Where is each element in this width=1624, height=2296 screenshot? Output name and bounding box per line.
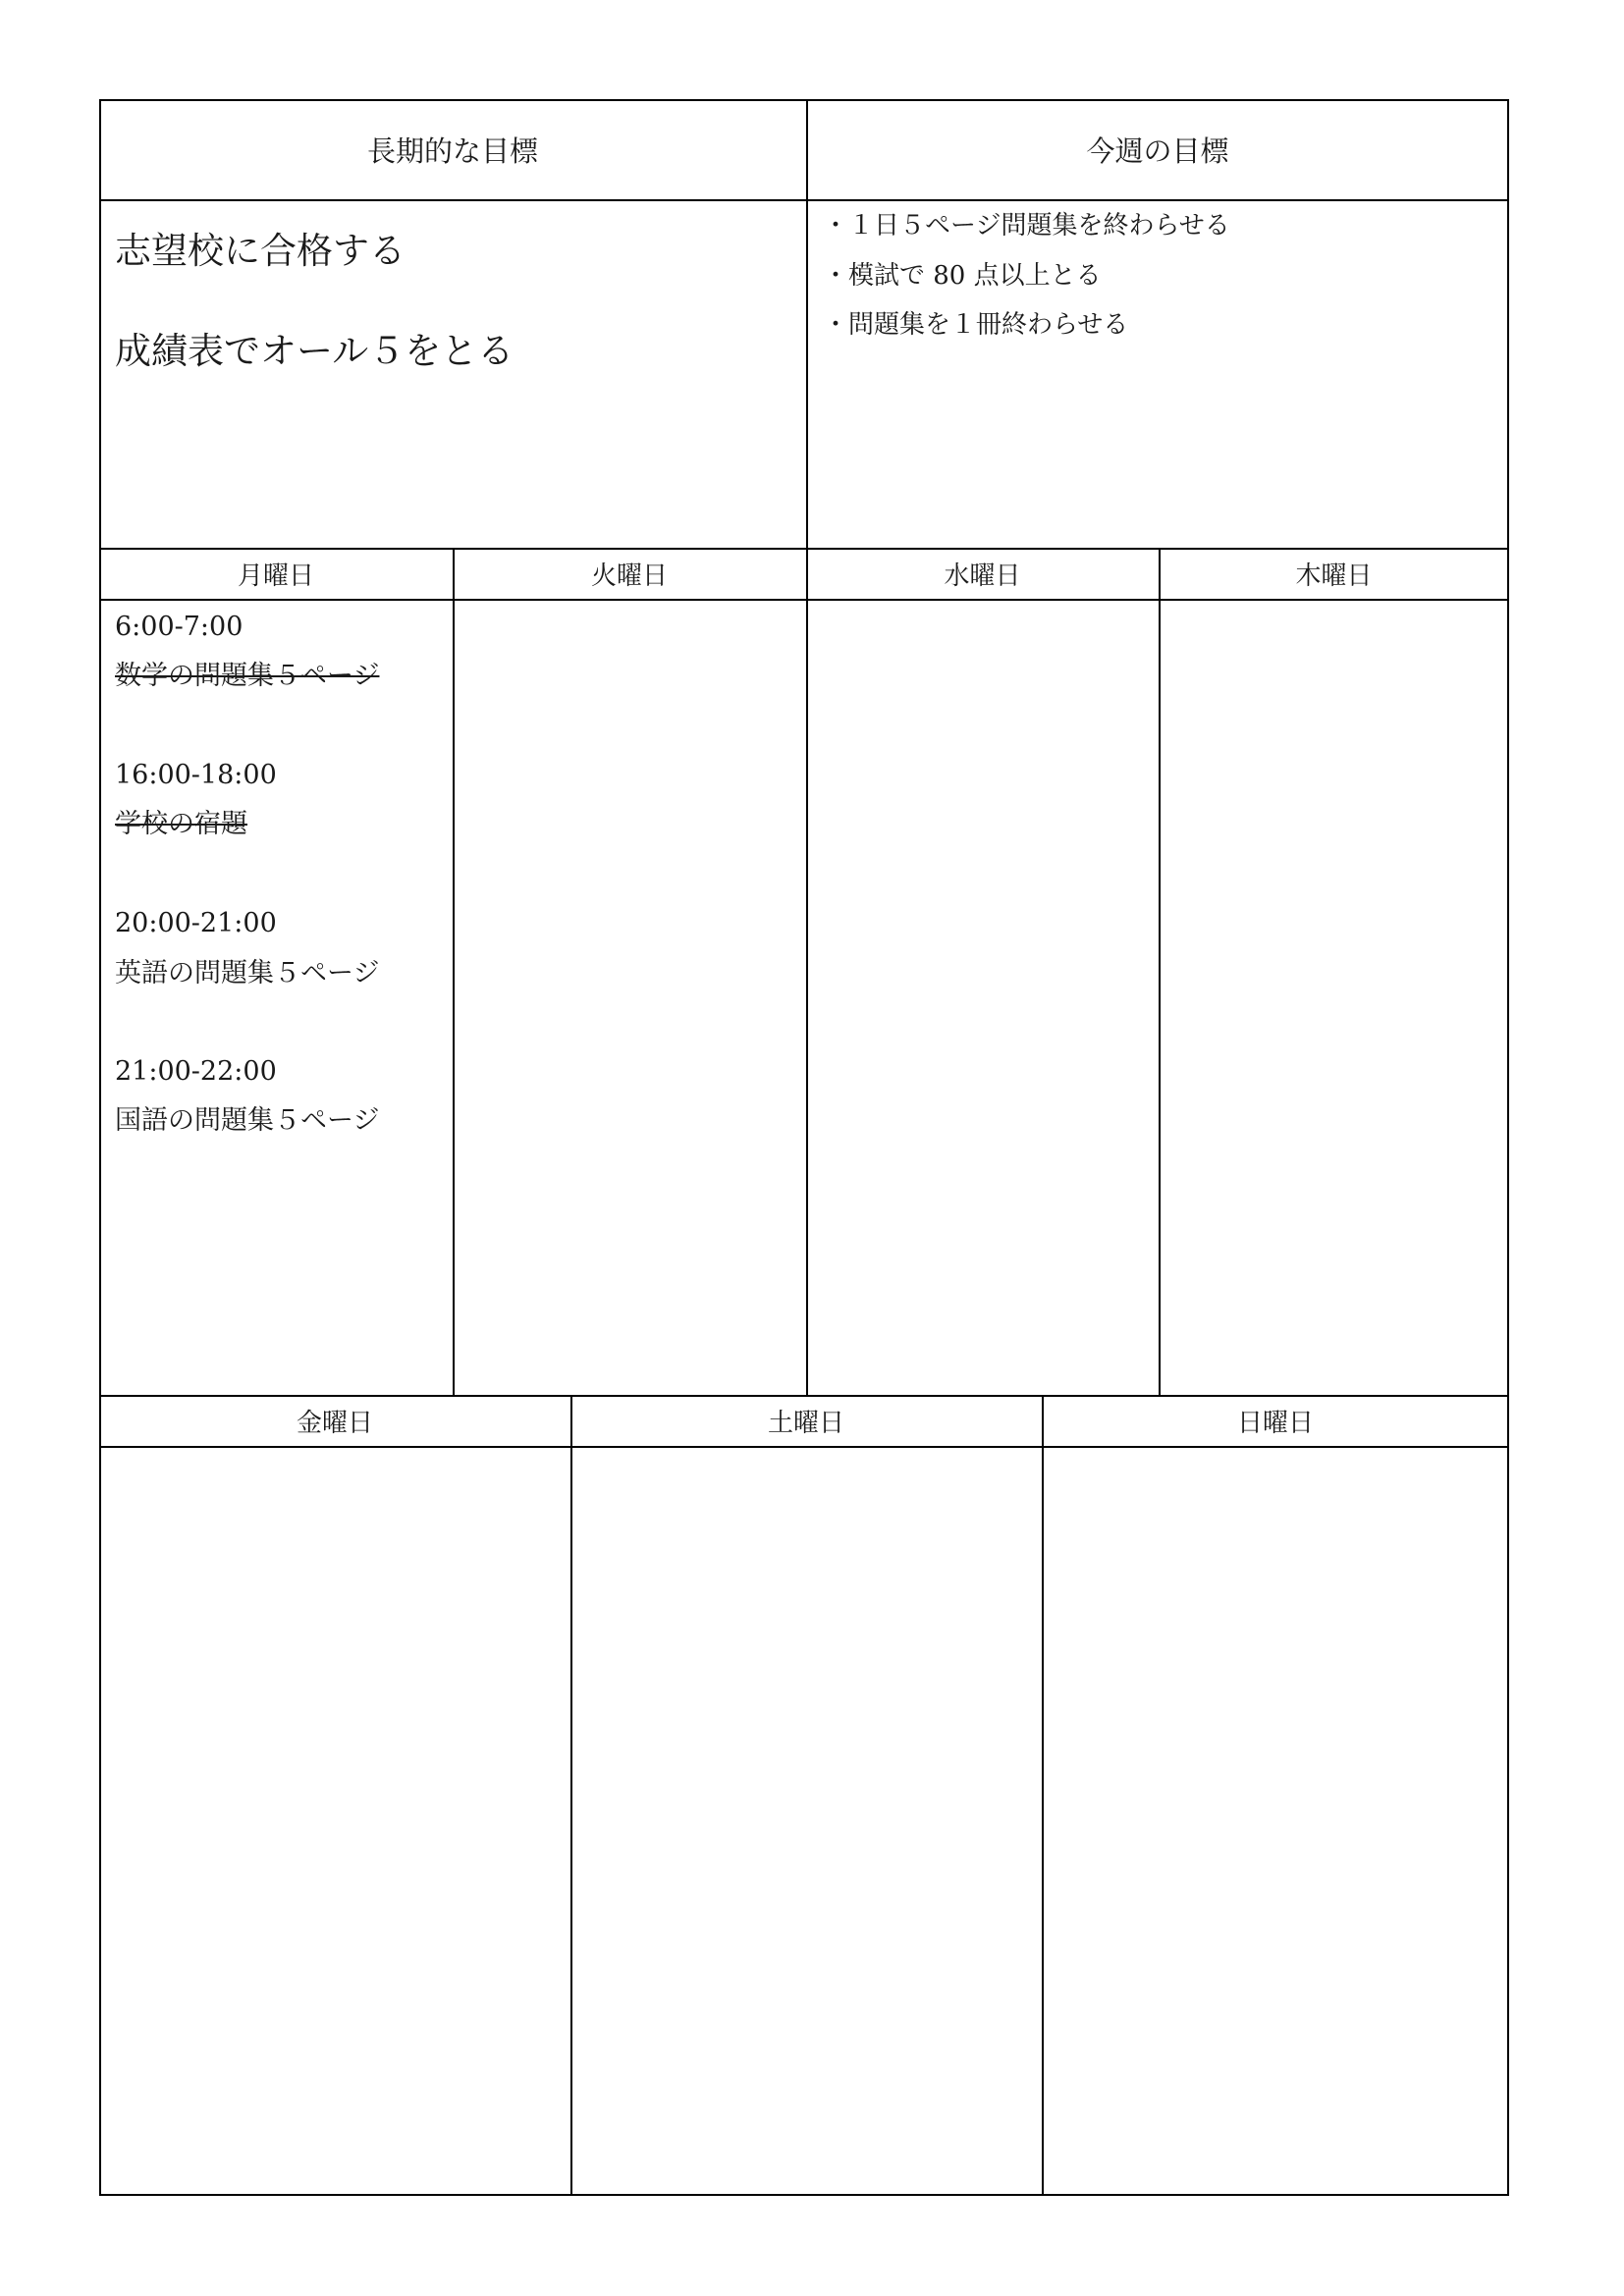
day-body-wednesday[interactable] bbox=[808, 601, 1157, 1394]
day-body-sunday[interactable] bbox=[1044, 1448, 1507, 2194]
day-body-tuesday[interactable] bbox=[455, 601, 804, 1394]
schedule-task: 学校の宿題 bbox=[115, 809, 247, 839]
day-header-wednesday: 水曜日 bbox=[944, 561, 1021, 591]
day-header-tuesday: 火曜日 bbox=[590, 561, 668, 591]
long-term-goal-header: 長期的な目標 bbox=[366, 133, 538, 168]
schedule-time: 21:00-22:00 bbox=[115, 1056, 277, 1087]
weekly-goal-header: 今週の目標 bbox=[1086, 133, 1229, 168]
schedule-time: 20:00-21:00 bbox=[115, 908, 277, 938]
long-term-goal: 成績表でオール５をとる bbox=[115, 330, 514, 372]
day-header-friday: 金曜日 bbox=[296, 1408, 373, 1438]
goal-header-divider bbox=[99, 199, 1509, 201]
long-term-goal: 志望校に合格する bbox=[115, 230, 406, 272]
day-header-monday: 月曜日 bbox=[237, 561, 314, 591]
schedule-task: 英語の問題集５ページ bbox=[115, 958, 380, 988]
schedule-time: 6:00-7:00 bbox=[115, 612, 244, 642]
day-body-friday[interactable] bbox=[101, 1448, 568, 2194]
day-header-sunday: 日曜日 bbox=[1236, 1408, 1314, 1438]
weekly-goal: ・模試で 80 点以上とる bbox=[823, 261, 1102, 291]
schedule-task: 国語の問題集５ページ bbox=[115, 1105, 380, 1136]
schedule-time: 16:00-18:00 bbox=[115, 760, 277, 790]
day-body-monday[interactable] bbox=[101, 601, 451, 1394]
weekly-goal: ・１日５ページ問題集を終わらせる bbox=[823, 211, 1230, 240]
day-header-saturday: 土曜日 bbox=[767, 1408, 844, 1438]
day-header-thursday: 木曜日 bbox=[1295, 561, 1373, 591]
day-body-saturday[interactable] bbox=[572, 1448, 1040, 2194]
weekly-goal: ・問題集を１冊終わらせる bbox=[823, 310, 1129, 340]
day-body-thursday[interactable] bbox=[1161, 601, 1507, 1394]
schedule-task: 数学の問題集５ページ bbox=[115, 661, 380, 691]
